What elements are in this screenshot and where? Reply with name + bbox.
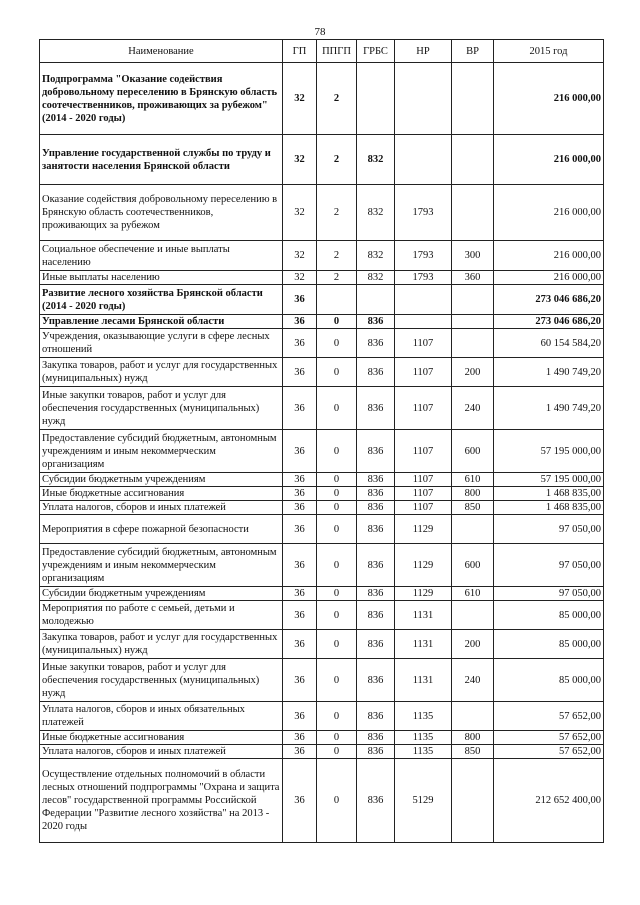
cell-name: Оказание содействия добровольному переселению в Брянскую область соотечественников, проживающих за рубежом	[40, 185, 283, 241]
header-year: 2015 год	[494, 40, 604, 63]
table-row	[40, 63, 604, 135]
cell-np: 5129	[395, 759, 452, 843]
cell-vr	[452, 315, 494, 329]
cell-ppgp: 0	[317, 630, 357, 659]
cell-vr	[452, 759, 494, 843]
cell-gp: 32	[283, 241, 317, 271]
cell-grbs: 832	[357, 135, 395, 185]
cell-name: Учреждения, оказывающие услуги в сфере лесных отношений	[40, 329, 283, 358]
cell-np: 1107	[395, 329, 452, 358]
cell-vr	[452, 135, 494, 185]
cell-ppgp: 0	[317, 587, 357, 601]
cell-gp: 32	[283, 63, 317, 135]
cell-vr: 850	[452, 745, 494, 759]
cell-np: 1107	[395, 430, 452, 473]
cell-vr: 200	[452, 358, 494, 387]
cell-ppgp: 0	[317, 501, 357, 515]
cell-sum: 216 000,00	[494, 271, 604, 285]
cell-grbs: 836	[357, 329, 395, 358]
cell-gp: 36	[283, 702, 317, 731]
cell-sum: 216 000,00	[494, 63, 604, 135]
table-row	[40, 271, 604, 285]
table-row	[40, 473, 604, 487]
cell-np: 1107	[395, 501, 452, 515]
cell-vr	[452, 601, 494, 630]
table-row	[40, 241, 604, 271]
cell-sum: 1 490 749,20	[494, 387, 604, 430]
header-name: Наименование	[40, 40, 283, 63]
cell-ppgp: 0	[317, 315, 357, 329]
cell-vr: 610	[452, 587, 494, 601]
cell-sum: 273 046 686,20	[494, 285, 604, 315]
cell-gp: 36	[283, 759, 317, 843]
cell-grbs: 832	[357, 271, 395, 285]
cell-grbs	[357, 285, 395, 315]
cell-name: Уплата налогов, сборов и иных платежей	[40, 501, 283, 515]
cell-np: 1107	[395, 387, 452, 430]
cell-grbs	[357, 63, 395, 135]
cell-sum: 57 195 000,00	[494, 473, 604, 487]
cell-sum: 85 000,00	[494, 659, 604, 702]
cell-name: Предоставление субсидий бюджетным, автономным учреждениям и иным некоммерческим организациям	[40, 544, 283, 587]
cell-vr	[452, 63, 494, 135]
cell-vr	[452, 702, 494, 731]
cell-sum: 273 046 686,20	[494, 315, 604, 329]
cell-gp: 36	[283, 315, 317, 329]
cell-np: 1793	[395, 271, 452, 285]
cell-name: Закупка товаров, работ и услуг для государственных (муниципальных) нужд	[40, 358, 283, 387]
cell-name: Осуществление отдельных полномочий в области лесных отношений подпрограммы "Охрана и защита лесов" государственной программы Российской Федерации "Развитие лесного хозяйства" на 2013 - 2020 годы	[40, 759, 283, 843]
cell-grbs: 836	[357, 315, 395, 329]
table-row	[40, 315, 604, 329]
table-row	[40, 501, 604, 515]
cell-gp: 36	[283, 285, 317, 315]
cell-name: Управление государственной службы по труду и занятости населения Брянской области	[40, 135, 283, 185]
cell-sum: 85 000,00	[494, 601, 604, 630]
cell-vr: 800	[452, 731, 494, 745]
table-row	[40, 630, 604, 659]
cell-sum: 60 154 584,20	[494, 329, 604, 358]
cell-name: Уплата налогов, сборов и иных обязательных платежей	[40, 702, 283, 731]
cell-name: Субсидии бюджетным учреждениям	[40, 587, 283, 601]
cell-np	[395, 63, 452, 135]
table-header-row	[40, 40, 604, 63]
cell-grbs: 836	[357, 659, 395, 702]
table-row	[40, 745, 604, 759]
cell-np: 1131	[395, 601, 452, 630]
table-row	[40, 358, 604, 387]
cell-np	[395, 285, 452, 315]
cell-np	[395, 315, 452, 329]
cell-ppgp: 0	[317, 544, 357, 587]
table-row	[40, 759, 604, 843]
cell-np: 1129	[395, 544, 452, 587]
cell-vr	[452, 285, 494, 315]
cell-ppgp: 0	[317, 659, 357, 702]
cell-sum: 97 050,00	[494, 515, 604, 544]
cell-sum: 212 652 400,00	[494, 759, 604, 843]
cell-name: Социальное обеспечение и иные выплаты населению	[40, 241, 283, 271]
table-row	[40, 430, 604, 473]
cell-vr: 240	[452, 387, 494, 430]
cell-np: 1107	[395, 487, 452, 501]
cell-np: 1135	[395, 731, 452, 745]
cell-ppgp: 0	[317, 745, 357, 759]
cell-gp: 36	[283, 387, 317, 430]
header-vr: ВР	[452, 40, 494, 63]
cell-grbs: 836	[357, 587, 395, 601]
cell-vr: 600	[452, 544, 494, 587]
cell-grbs: 836	[357, 702, 395, 731]
table-row	[40, 702, 604, 731]
cell-vr: 600	[452, 430, 494, 473]
cell-gp: 36	[283, 515, 317, 544]
table-row	[40, 659, 604, 702]
cell-name: Развитие лесного хозяйства Брянской области (2014 - 2020 годы)	[40, 285, 283, 315]
cell-np: 1131	[395, 630, 452, 659]
cell-vr: 360	[452, 271, 494, 285]
budget-table	[39, 39, 604, 843]
cell-ppgp: 0	[317, 731, 357, 745]
cell-vr: 850	[452, 501, 494, 515]
cell-ppgp: 0	[317, 601, 357, 630]
cell-sum: 85 000,00	[494, 630, 604, 659]
cell-grbs: 836	[357, 515, 395, 544]
cell-np: 1107	[395, 473, 452, 487]
table-row	[40, 587, 604, 601]
cell-gp: 36	[283, 731, 317, 745]
cell-ppgp: 0	[317, 759, 357, 843]
cell-grbs: 836	[357, 731, 395, 745]
cell-vr: 300	[452, 241, 494, 271]
cell-gp: 36	[283, 544, 317, 587]
page-number: 78	[314, 26, 326, 38]
cell-vr	[452, 515, 494, 544]
cell-name: Мероприятия в сфере пожарной безопасности	[40, 515, 283, 544]
cell-grbs: 836	[357, 745, 395, 759]
cell-gp: 36	[283, 473, 317, 487]
cell-grbs: 832	[357, 185, 395, 241]
cell-np: 1107	[395, 358, 452, 387]
cell-gp: 32	[283, 271, 317, 285]
header-np: НР	[395, 40, 452, 63]
cell-ppgp: 2	[317, 241, 357, 271]
cell-grbs: 836	[357, 501, 395, 515]
cell-name: Иные бюджетные ассигнования	[40, 731, 283, 745]
cell-gp: 32	[283, 185, 317, 241]
cell-np: 1793	[395, 185, 452, 241]
cell-ppgp	[317, 285, 357, 315]
cell-name: Субсидии бюджетным учреждениям	[40, 473, 283, 487]
cell-gp: 36	[283, 329, 317, 358]
cell-vr	[452, 185, 494, 241]
cell-name: Управление лесами Брянской области	[40, 315, 283, 329]
cell-gp: 36	[283, 587, 317, 601]
cell-ppgp: 2	[317, 185, 357, 241]
cell-sum: 97 050,00	[494, 587, 604, 601]
cell-ppgp: 2	[317, 135, 357, 185]
cell-np	[395, 135, 452, 185]
cell-gp: 36	[283, 601, 317, 630]
cell-ppgp: 0	[317, 358, 357, 387]
table-row	[40, 731, 604, 745]
cell-sum: 1 468 835,00	[494, 501, 604, 515]
cell-np: 1129	[395, 587, 452, 601]
cell-grbs: 836	[357, 430, 395, 473]
cell-name: Закупка товаров, работ и услуг для государственных (муниципальных) нужд	[40, 630, 283, 659]
cell-np: 1135	[395, 745, 452, 759]
cell-ppgp: 0	[317, 702, 357, 731]
cell-name: Иные закупки товаров, работ и услуг для обеспечения государственных (муниципальных) нужд	[40, 659, 283, 702]
cell-sum: 1 468 835,00	[494, 487, 604, 501]
cell-ppgp: 2	[317, 63, 357, 135]
cell-ppgp: 0	[317, 473, 357, 487]
header-grbs: ГРБС	[357, 40, 395, 63]
cell-gp: 36	[283, 487, 317, 501]
cell-name: Иные закупки товаров, работ и услуг для обеспечения государственных (муниципальных) нужд	[40, 387, 283, 430]
cell-name: Иные выплаты населению	[40, 271, 283, 285]
cell-name: Уплата налогов, сборов и иных платежей	[40, 745, 283, 759]
cell-sum: 216 000,00	[494, 241, 604, 271]
cell-grbs: 836	[357, 601, 395, 630]
table-row	[40, 285, 604, 315]
cell-grbs: 836	[357, 358, 395, 387]
table-row	[40, 544, 604, 587]
cell-sum: 57 195 000,00	[494, 430, 604, 473]
cell-sum: 216 000,00	[494, 185, 604, 241]
cell-ppgp: 0	[317, 329, 357, 358]
cell-np: 1129	[395, 515, 452, 544]
table-row	[40, 515, 604, 544]
cell-vr: 200	[452, 630, 494, 659]
header-gp: ГП	[283, 40, 317, 63]
cell-grbs: 836	[357, 387, 395, 430]
cell-name: Иные бюджетные ассигнования	[40, 487, 283, 501]
cell-sum: 57 652,00	[494, 702, 604, 731]
cell-sum: 1 490 749,20	[494, 358, 604, 387]
cell-gp: 36	[283, 501, 317, 515]
table-row	[40, 135, 604, 185]
table-row	[40, 601, 604, 630]
cell-name: Подпрограмма "Оказание содействия добровольному переселению в Брянскую область соотечественников, проживающих за рубежом" (2014 - 2020 годы)	[40, 63, 283, 135]
cell-grbs: 836	[357, 487, 395, 501]
cell-gp: 36	[283, 745, 317, 759]
cell-name: Мероприятия по работе с семьей, детьми и молодежью	[40, 601, 283, 630]
cell-grbs: 836	[357, 544, 395, 587]
cell-vr: 610	[452, 473, 494, 487]
cell-np: 1131	[395, 659, 452, 702]
cell-vr: 800	[452, 487, 494, 501]
table-row	[40, 487, 604, 501]
cell-name: Предоставление субсидий бюджетным, автономным учреждениям и иным некоммерческим организациям	[40, 430, 283, 473]
header-ppgp: ППГП	[317, 40, 357, 63]
cell-ppgp: 0	[317, 515, 357, 544]
cell-gp: 36	[283, 659, 317, 702]
table-row	[40, 387, 604, 430]
cell-grbs: 836	[357, 473, 395, 487]
cell-ppgp: 0	[317, 387, 357, 430]
cell-sum: 97 050,00	[494, 544, 604, 587]
cell-np: 1793	[395, 241, 452, 271]
cell-gp: 36	[283, 358, 317, 387]
cell-ppgp: 0	[317, 430, 357, 473]
cell-grbs: 832	[357, 241, 395, 271]
table-row	[40, 185, 604, 241]
cell-vr: 240	[452, 659, 494, 702]
cell-gp: 36	[283, 430, 317, 473]
cell-sum: 57 652,00	[494, 731, 604, 745]
cell-ppgp: 2	[317, 271, 357, 285]
cell-gp: 32	[283, 135, 317, 185]
cell-grbs: 836	[357, 759, 395, 843]
cell-gp: 36	[283, 630, 317, 659]
table-row	[40, 329, 604, 358]
cell-vr	[452, 329, 494, 358]
cell-sum: 216 000,00	[494, 135, 604, 185]
cell-ppgp: 0	[317, 487, 357, 501]
cell-sum: 57 652,00	[494, 745, 604, 759]
cell-grbs: 836	[357, 630, 395, 659]
cell-np: 1135	[395, 702, 452, 731]
